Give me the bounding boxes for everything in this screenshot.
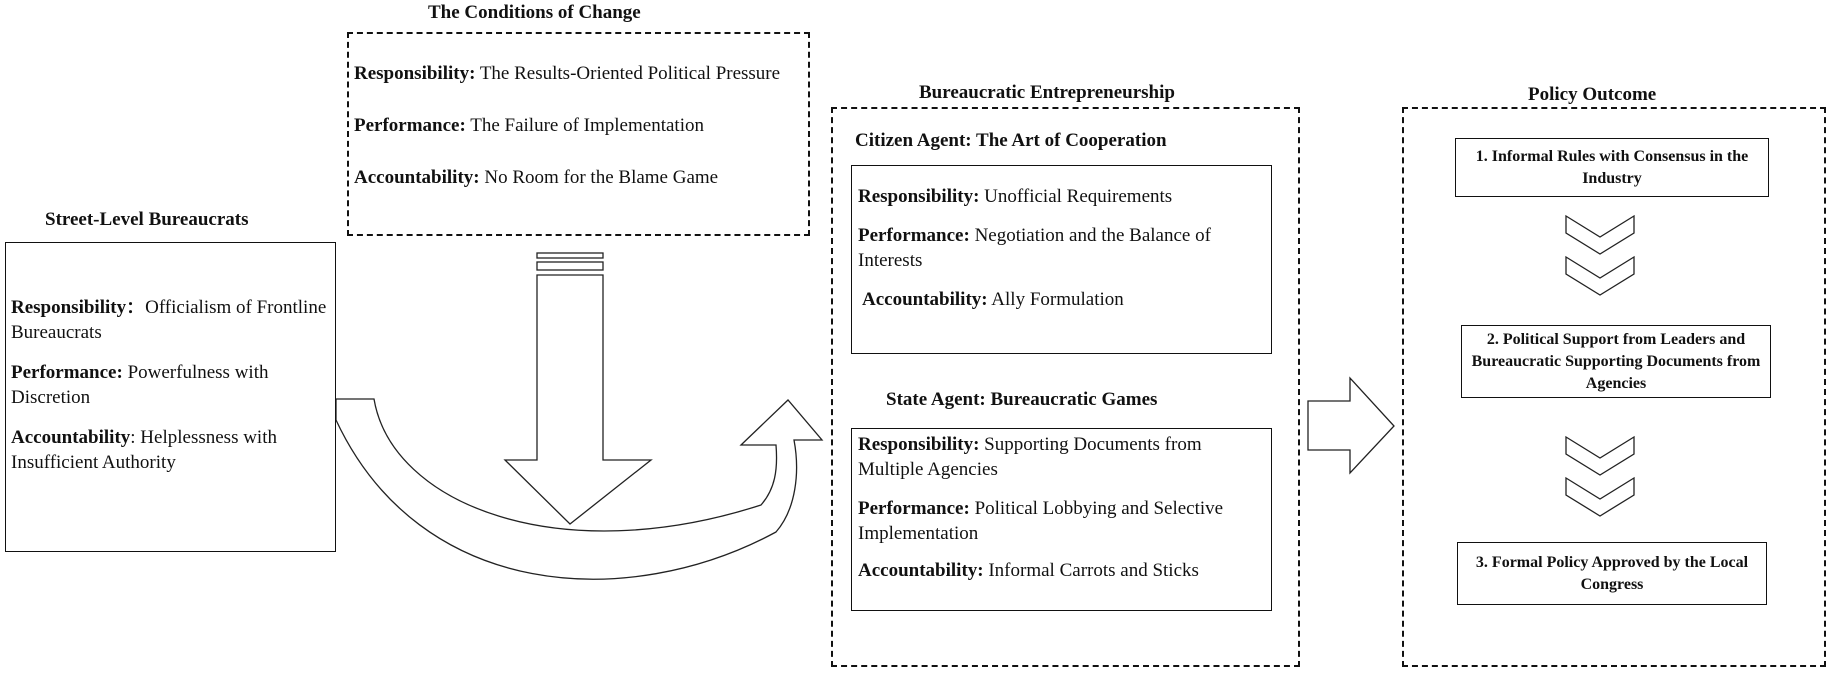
entrepreneurship-title: Bureaucratic Entrepreneurship (919, 82, 1175, 103)
street-level-item: Responsibility：Officialism of Frontline Bureaucrats (11, 297, 327, 343)
citizen-agent-box (851, 165, 1272, 354)
outcome-step: 1. Informal Rules with Consensus in the Industry (1455, 138, 1769, 197)
down-arrow-stripe-1 (537, 253, 603, 258)
street-level-title: Street-Level Bureaucrats (45, 209, 249, 230)
down-arrow (505, 275, 651, 524)
street-level-item: Accountability: Helplessness with Insufficient Authority (11, 427, 277, 473)
outcome-step: 3. Formal Policy Approved by the Local Congress (1457, 542, 1767, 605)
state-agent-box (851, 428, 1272, 611)
conditions-box (347, 32, 810, 236)
conditions-item: Accountability: No Room for the Blame Game (354, 167, 719, 188)
state-agent-item: Performance: Political Lobbying and Selective Implementation (858, 498, 1224, 544)
conditions-title: The Conditions of Change (428, 2, 641, 23)
citizen-agent-title: Citizen Agent: The Art of Cooperation (855, 130, 1167, 151)
citizen-agent-item: Performance: Negotiation and the Balance of Interests (858, 225, 1211, 271)
right-arrow (1308, 378, 1394, 473)
state-agent-item: Responsibility: Supporting Documents from Multiple Agencies (858, 434, 1202, 480)
citizen-agent-item: Accountability: Ally Formulation (862, 289, 1124, 310)
street-level-item: Performance: Powerfulness with Discretion (11, 362, 269, 408)
state-agent-title: State Agent: Bureaucratic Games (886, 389, 1158, 410)
state-agent-item: Accountability: Informal Carrots and Sticks (858, 560, 1199, 581)
outcome-title: Policy Outcome (1528, 84, 1657, 105)
down-arrow-stripe-2 (537, 262, 603, 270)
outcome-step: 2. Political Support from Leaders and Bureaucratic Supporting Documents from Agencies (1461, 325, 1771, 398)
street-level-box (5, 242, 336, 552)
citizen-agent-item: Responsibility: Unofficial Requirements (858, 186, 1173, 207)
conditions-item: Performance: The Failure of Implementation (354, 115, 704, 136)
conditions-item: Responsibility: The Results-Oriented Political Pressure (354, 63, 781, 84)
